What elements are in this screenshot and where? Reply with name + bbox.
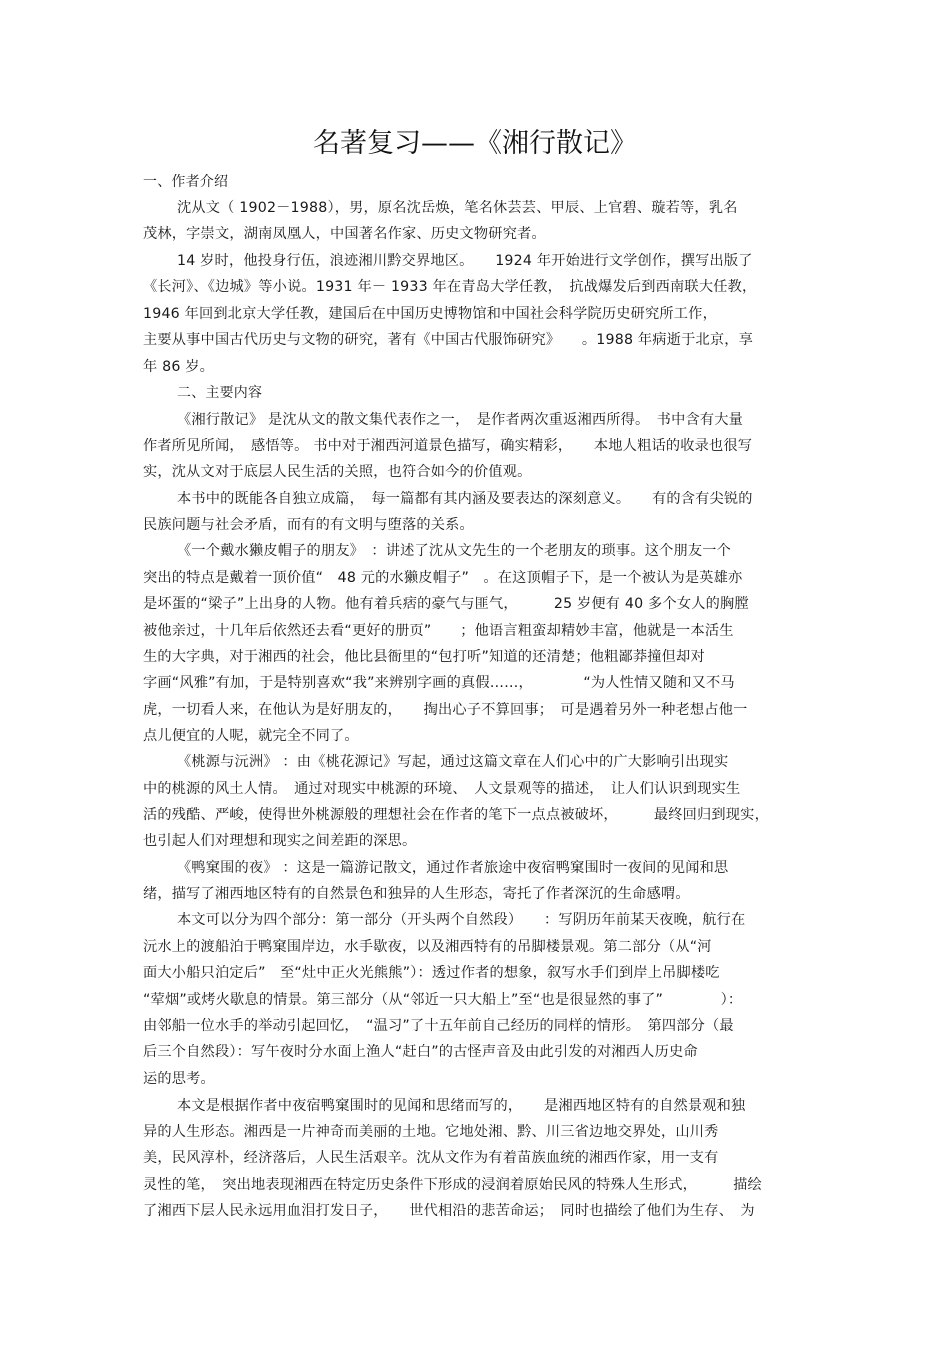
paragraph-line: 面大小船只泊定后” 至“灶中正火光熊熊”）：透过作者的想象，叙写水手们到岸上吊脚楼吃 bbox=[143, 965, 720, 981]
paragraph-line: 作者所见所闻， 感悟等。 书中对于湘西河道景色描写，确实精彩， 本地人粗话的收录也很写 bbox=[143, 438, 753, 454]
paragraph-line: 本文可以分为四个部分：第一部分（开头两个自然段） ：写阴历年前某天夜晚，航行在 bbox=[177, 912, 746, 928]
paragraph-line: 点儿便宜的人呢，就完全不同了。 bbox=[143, 728, 359, 744]
paragraph-line: 《鸭窠围的夜》 ：这是一篇游记散文，通过作者旅途中夜宿鸭窠围时一夜间的见闻和思 bbox=[177, 860, 729, 876]
paragraph-line: 本文是根据作者中夜宿鸭窠围时的见闻和思绪而写的， 是湘西地区特有的自然景观和独 bbox=[177, 1098, 746, 1114]
section-heading-author: 一、作者介绍 bbox=[143, 174, 229, 190]
paragraph-line: 运的思考。 bbox=[143, 1071, 215, 1087]
paragraph-line: 了湘西下层人民永远用血泪打发日子， 世代相沿的悲苦命运； 同时也描绘了他们为生存、 为 bbox=[143, 1203, 755, 1219]
paragraph-line: 被他亲过，十几年后依然还去看“更好的册页” ；他语言粗蛮却精妙丰富，他就是一本活生 bbox=[143, 623, 734, 639]
paragraph-line: 后三个自然段）：写午夜时分水面上渔人“赶白”的古怪声音及由此引发的对湘西人历史命 bbox=[143, 1044, 698, 1060]
paragraph-line: 沅水上的渡船泊于鸭窠围岸边，水手歇夜，以及湘西特有的吊脚楼景观。第二部分（从“河 bbox=[143, 939, 712, 955]
paragraph-line: 1946 年回到北京大学任教，建国后在中国历史博物馆和中国社会科学院历史研究所工作， bbox=[143, 306, 717, 322]
paragraph-line: 绪，描写了湘西地区特有的自然景色和独异的人生形态，寄托了作者深沉的生命感喟。 bbox=[143, 886, 690, 902]
paragraph-line: 本书中的既能各自独立成篇， 每一篇都有其内涵及要表达的深刻意义。 有的含有尖锐的 bbox=[177, 491, 753, 507]
paragraph-line: 美，民风淳朴，经济落后，人民生活艰辛。沈从文作为有着苗族血统的湘西作家，用一支有 bbox=[143, 1150, 719, 1166]
page-title: 名著复习——《湘行散记》 bbox=[313, 128, 637, 159]
paragraph-line: 《桃源与沅洲》 ：由《桃花源记》写起，通过这篇文章在人们心中的广大影响引出现实 bbox=[177, 754, 729, 770]
paragraph-line: 虎，一切看人来，在他认为是好朋友的， 掏出心子不算回事； 可是遇着另外一种老想占他一 bbox=[143, 702, 748, 718]
paragraph-line: 也引起人们对理想和现实之间差距的深思。 bbox=[143, 833, 417, 849]
paragraph-line: 主要从事中国古代历史与文物的研究，著有《中国古代服饰研究》 。1988 年病逝于北京，享 bbox=[143, 332, 754, 348]
paragraph-line: 中的桃源的风土人情。 通过对现实中桃源的环境、 人文景观等的描述， 让人们认识到现实生 bbox=[143, 781, 741, 797]
paragraph-line: 由邻船一位水手的举动引起回忆， “温习”了十五年前自己经历的同样的情形。 第四部分（最 bbox=[143, 1018, 734, 1034]
paragraph-line: 突出的特点是戴着一顶价值“ 48 元的水獭皮帽子” 。在这顶帽子下，是一个被认为是英雄亦 bbox=[143, 570, 743, 586]
paragraph-line: 活的残酷、严峻，使得世外桃源般的理想社会在作者的笔下一点点被破坏， 最终回归到现实， bbox=[143, 807, 769, 823]
paragraph-line: 生的大字典，对于湘西的社会，他比县衙里的“包打听”知道的还清楚；他粗鄙莽撞但却对 bbox=[143, 649, 705, 665]
paragraph-line: 实，沈从文对于底层人民生活的关照，也符合如今的价值观。 bbox=[143, 464, 532, 480]
paragraph-line: 《湘行散记》 是沈从文的散文集代表作之一， 是作者两次重返湘西所得。 书中含有大量 bbox=[177, 412, 744, 428]
paragraph-line: 《长河》、《边城》等小说。1931 年－ 1933 年在青岛大学任教， 抗战爆发后到西南联大任教， bbox=[143, 279, 757, 295]
paragraph-line: 字画“风雅”有加，于是特别喜欢“我”来辨别字画的真假……， “为人性情又随和又不马 bbox=[143, 675, 735, 691]
paragraph-line: 14 岁时，他投身行伍，浪迹湘川黔交界地区。 1924 年开始进行文学创作，撰写出版了 bbox=[177, 253, 753, 269]
paragraph-line: 是坏蛋的“梁子”上出身的人物。他有着兵痞的豪气与匪气， 25 岁便有 40 多个女人的胸膛 bbox=[143, 596, 749, 612]
paragraph-line: 灵性的笔， 突出地表现湘西在特定历史条件下形成的浸润着原始民风的特殊人生形式， 描绘 bbox=[143, 1177, 762, 1193]
paragraph-line: 民族问题与社会矛盾，而有的有文明与堕落的关系。 bbox=[143, 517, 474, 533]
paragraph-line: 年 86 岁。 bbox=[143, 359, 215, 375]
paragraph-line: 《一个戴水獭皮帽子的朋友》 ：讲述了沈从文先生的一个老朋友的琐事。这个朋友一个 bbox=[177, 543, 732, 559]
paragraph-line: 沈从文（ 1902－1988），男，原名沈岳焕，笔名休芸芸、甲辰、上官碧、璇若等，乳名 bbox=[177, 200, 738, 216]
section-heading-content: 二、主要内容 bbox=[177, 385, 263, 401]
paragraph-line: “荤烟”或烤火歇息的情景。第三部分（从“邻近一只大船上”至“也是很显然的事了” ）： bbox=[143, 992, 743, 1008]
paragraph-line: 茂林，字崇文，湖南凤凰人，中国著名作家、历史文物研究者。 bbox=[143, 226, 546, 242]
paragraph-line: 异的人生形态。湘西是一片神奇而美丽的土地。它地处湘、黔、川三省边地交界处，山川秀 bbox=[143, 1124, 719, 1140]
